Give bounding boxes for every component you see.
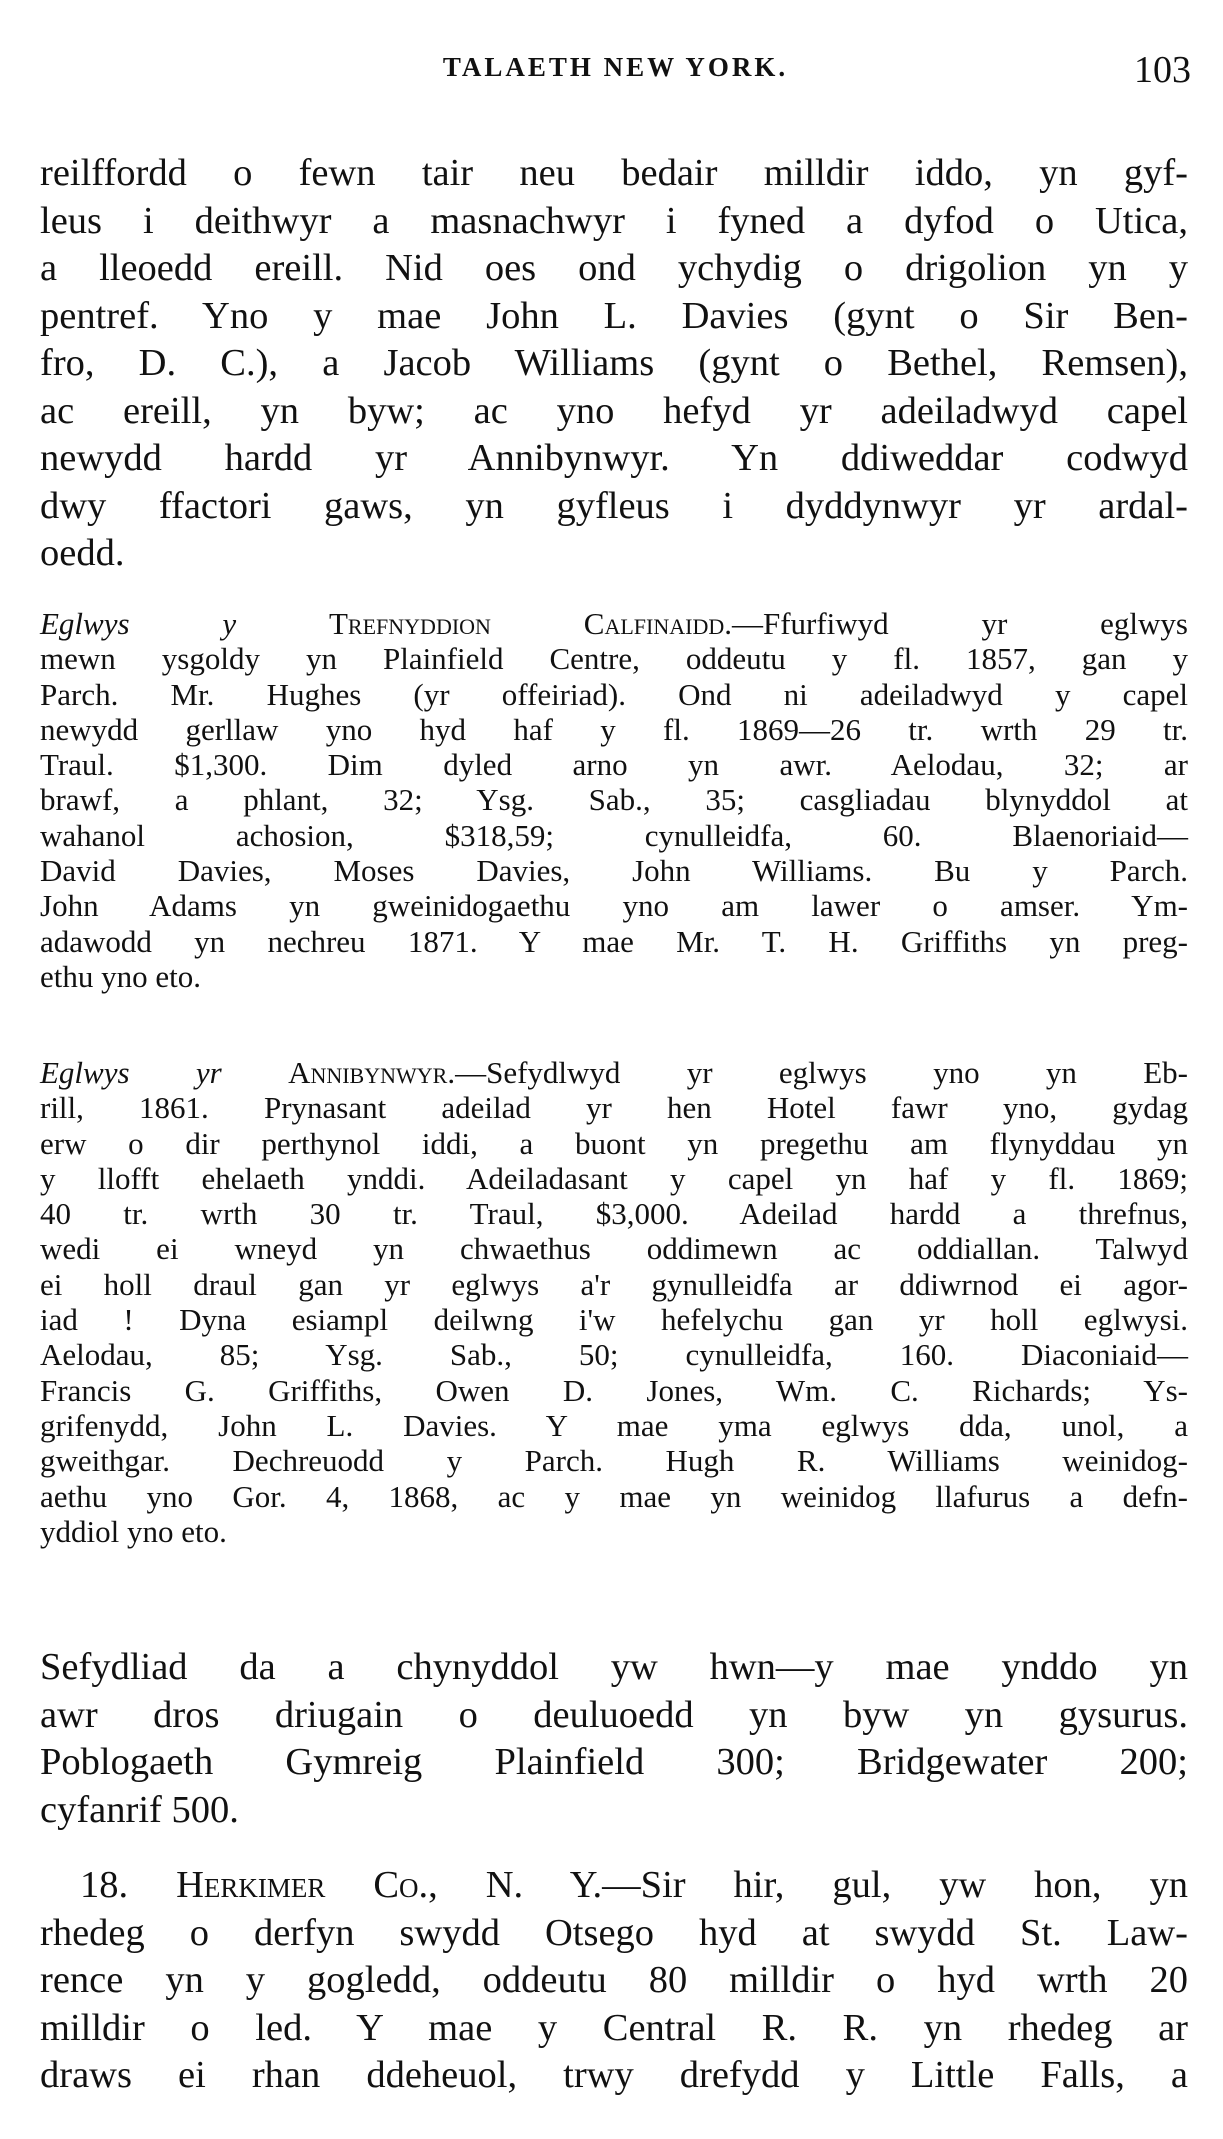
paragraph-calvinistic-church xyxy=(40,606,1188,994)
paragraph-population xyxy=(40,1644,1188,1834)
text-line: draws ei rhan ddeheuol, trwy drefydd y Little Falls, a xyxy=(40,2054,1188,2096)
text-line: awr dros driugain o deuluoedd yn byw yn gysurus. xyxy=(40,1693,1188,1736)
church-label: Eglwys yr xyxy=(40,1055,222,1090)
text-line: David Davies, Moses Davies, John Williams. Bu y Parch. xyxy=(40,853,1188,889)
line-text: —Sefydlwyd yr eglwys yno yn Eb- xyxy=(455,1055,1189,1090)
text-line: grifenydd, John L. Davies. Y mae yma eglwys dda, unol, a xyxy=(40,1407,1188,1443)
text-line: oedd. xyxy=(40,532,125,574)
text-line: ac ereill, yn byw; ac yno hefyd yr adeiladwyd capel xyxy=(40,389,1188,432)
section-heading: Herkimer Co., N. Y. xyxy=(176,1864,603,1906)
text-line: gweithgar. Dechreuodd y Parch. Hugh R. Williams weinidog- xyxy=(40,1443,1188,1479)
text-line: rhedeg o derfyn swydd Otsego hyd at swydd St. Law- xyxy=(40,1911,1188,1954)
text-line: Sefydliad da a chynyddol yw hwn—y mae ynddo yn xyxy=(40,1646,1188,1688)
page-number: 103 xyxy=(1134,49,1191,91)
text-line: Aelodau, 85; Ysg. Sab., 50; cynulleidfa, 160. Diaconiaid— xyxy=(40,1337,1188,1373)
text-line: rence yn y gogledd, oddeutu 80 milldir o hyd wrth 20 xyxy=(40,1959,1188,2001)
paragraph-independents-church xyxy=(40,1055,1188,1549)
text-line: Francis G. Griffiths, Owen D. Jones, Wm. C. Richards; Ys- xyxy=(40,1372,1188,1408)
text-line xyxy=(40,1055,1188,1090)
section-number: 18. xyxy=(80,1864,129,1906)
church-label: Eglwys y xyxy=(40,606,237,641)
text-line: 40 tr. wrth 30 tr. Traul, $3,000. Adeilad hardd a threfnus, xyxy=(40,1196,1188,1232)
text-line: erw o dir perthynol iddi, a buont yn pregethu am flynyddau yn xyxy=(40,1125,1188,1161)
denomination-heading: Annibynwyr. xyxy=(288,1055,456,1090)
denomination-heading: Trefnyddion Calfinaidd. xyxy=(329,606,732,641)
text-line: fro, D. C.), a Jacob Williams (gynt o Bethel, Remsen), xyxy=(40,342,1188,384)
line-text: —Ffurfiwyd yr eglwys xyxy=(731,606,1189,641)
text-line: rill, 1861. Prynasant adeilad yr hen Hotel fawr yno, gydag xyxy=(40,1090,1188,1126)
text-line: leus i deithwyr a masnachwyr i fyned a dyfod o Utica, xyxy=(40,199,1188,242)
text-line: adawodd yn nechreu 1871. Y mae Mr. T. H. Griffiths yn preg- xyxy=(40,923,1188,959)
text-line: Poblogaeth Gymreig Plainfield 300; Bridgewater 200; xyxy=(40,1741,1188,1783)
text-line xyxy=(40,1862,1188,1910)
text-line: newydd gerllaw yno hyd haf y fl. 1869—26 tr. wrth 29 tr. xyxy=(40,711,1188,747)
text-line: dwy ffactori gaws, yn gyfleus i dyddynwyr yr ardal- xyxy=(40,484,1188,527)
paragraph-herkimer-county xyxy=(40,1862,1188,2100)
text-line: wahanol achosion, $318,59; cynulleidfa, 60. Blaenoriaid— xyxy=(40,817,1188,853)
text-line: newydd hardd yr Annibynwyr. Yn ddiweddar codwyd xyxy=(40,437,1188,479)
text-line: iad ! Dyna esiampl deilwng i'w hefelychu gan yr holl eglwysi. xyxy=(40,1302,1188,1338)
text-line: John Adams yn gweinidogaethu yno am lawer o amser. Ym- xyxy=(40,888,1188,924)
text-line: ethu yno eto. xyxy=(40,958,201,994)
text-line: Parch. Mr. Hughes (yr offeiriad). Ond ni adeiladwyd y capel xyxy=(40,676,1188,712)
text-line: pentref. Yno y mae John L. Davies (gynt o Sir Ben- xyxy=(40,294,1188,337)
text-line: mewn ysgoldy yn Plainfield Centre, oddeutu y fl. 1857, gan y xyxy=(40,641,1188,677)
text-line: y llofft ehelaeth ynddi. Adeiladasant y capel yn haf y fl. 1869; xyxy=(40,1160,1188,1196)
paragraph-intro xyxy=(40,150,1188,578)
text-line: Traul. $1,300. Dim dyled arno yn awr. Aelodau, 32; ar xyxy=(40,747,1188,783)
running-title: TALAETH NEW YORK. xyxy=(442,52,789,82)
line-text: —Sir hir, gul, yw hon, yn xyxy=(602,1864,1189,1906)
text-line: wedi ei wneyd yn chwaethus oddimewn ac oddiallan. Talwyd xyxy=(40,1231,1188,1267)
text-line: aethu yno Gor. 4, 1868, ac y mae yn weinidog llafurus a defn- xyxy=(40,1478,1188,1514)
text-line: a lleoedd ereill. Nid oes ond ychydig o drigolion yn y xyxy=(40,247,1188,289)
running-head xyxy=(40,48,1191,92)
text-line: cyfanrif 500. xyxy=(40,1788,239,1831)
text-line: yddiol yno eto. xyxy=(40,1513,227,1549)
text-line: ei holl draul gan yr eglwys a'r gynulleidfa ar ddiwrnod ei agor- xyxy=(40,1266,1188,1302)
text-line: brawf, a phlant, 32; Ysg. Sab., 35; casgliadau blynyddol at xyxy=(40,782,1188,818)
text-line: reilffordd o fewn tair neu bedair milldir iddo, yn gyf- xyxy=(40,152,1188,194)
text-line xyxy=(40,606,1188,641)
text-line: milldir o led. Y mae y Central R. R. yn rhedeg ar xyxy=(40,2006,1188,2049)
